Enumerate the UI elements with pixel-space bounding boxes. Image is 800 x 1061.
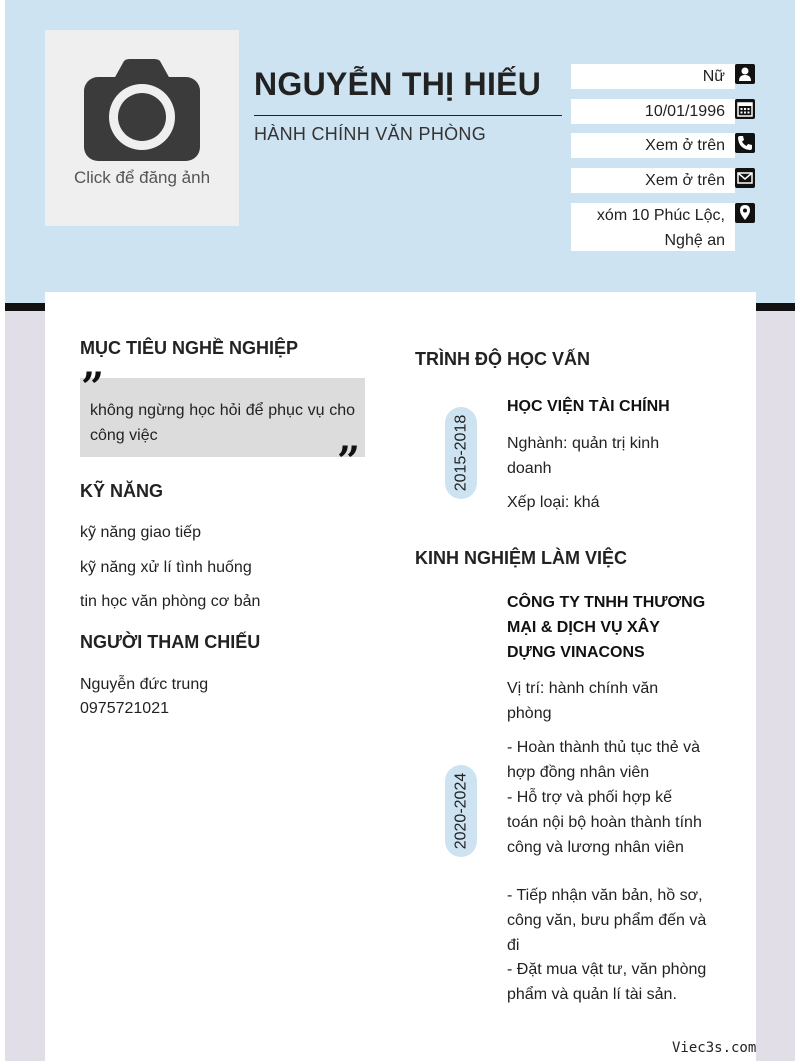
school-name: HỌC VIỆN TÀI CHÍNH (507, 398, 670, 415)
location-icon (735, 203, 755, 223)
education-major: Nghành: quản trị kinh doanh (507, 435, 660, 477)
calendar-icon (735, 99, 755, 119)
experience-title: KINH NGHIỆM LÀM VIỆC (415, 548, 628, 568)
reference-name: Nguyễn đức trung (80, 676, 209, 693)
duty-item: - Hoàn thành thủ tục thẻ và hợp đồng nhân viên (507, 739, 701, 781)
references-title: NGƯỜI THAM CHIẾU (80, 632, 261, 652)
education-grade: Xếp loại: khá (507, 494, 600, 511)
gender-field: Nữ (571, 64, 735, 89)
user-icon (735, 64, 755, 84)
photo-upload[interactable] (45, 30, 239, 226)
skill-item: tin học văn phòng cơ bản (80, 593, 261, 610)
candidate-name: NGUYỄN THỊ HIẾU (254, 66, 542, 102)
objective-title: MỤC TIÊU NGHỀ NGHIỆP (80, 338, 299, 358)
experience-period (445, 765, 477, 857)
skill-item: kỹ năng giao tiếp (80, 524, 201, 541)
company-name: CÔNG TY TNHH THƯƠNG MẠI & DỊCH VỤ XÂY DỰNG VINACONS (507, 594, 706, 661)
reference-phone: 0975721021 (80, 700, 169, 717)
open-quote-icon: ” (81, 364, 105, 411)
photo-caption: Click để đăng ảnh (73, 168, 211, 187)
phone-icon (735, 133, 755, 153)
duty-item: - Tiếp nhận văn bản, hồ sơ, công văn, bưu phẩm đến và đi (507, 887, 707, 954)
duty-item: - Hỗ trợ và phối hợp kế toán nội bộ hoàn thành tính công và lương nhân viên (507, 789, 702, 856)
camera-icon (84, 59, 200, 161)
education-period (445, 407, 477, 499)
education-title: TRÌNH ĐỘ HỌC VẤN (415, 349, 590, 369)
duty-item: - Đặt mua vật tư, văn phòng phẩm và quản lí tài sản. (507, 961, 707, 1003)
close-quote-icon: ” (337, 438, 361, 485)
email-field: Xem ở trên (571, 168, 735, 193)
objective-text: không ngừng học hỏi để phục vụ cho công việc (80, 378, 365, 457)
experience-period-text: 2020-2024 (452, 772, 470, 850)
birthday-field: 10/01/1996 (571, 99, 735, 124)
name-underline (254, 115, 562, 116)
mail-icon (735, 168, 755, 188)
skill-item: kỹ năng xử lí tình huống (80, 559, 252, 576)
phone-field: Xem ở trên (571, 133, 735, 158)
skills-title: KỸ NĂNG (80, 481, 164, 501)
address-field: xóm 10 Phúc Lộc, Nghệ an (571, 203, 735, 251)
watermark: Viec3s.com (672, 1040, 757, 1056)
education-period-text: 2015-2018 (452, 414, 470, 492)
cv-page (5, 0, 795, 1061)
job-position: Vị trí: hành chính văn phòng (507, 680, 659, 722)
job-title: HÀNH CHÍNH VĂN PHÒNG (254, 124, 487, 144)
